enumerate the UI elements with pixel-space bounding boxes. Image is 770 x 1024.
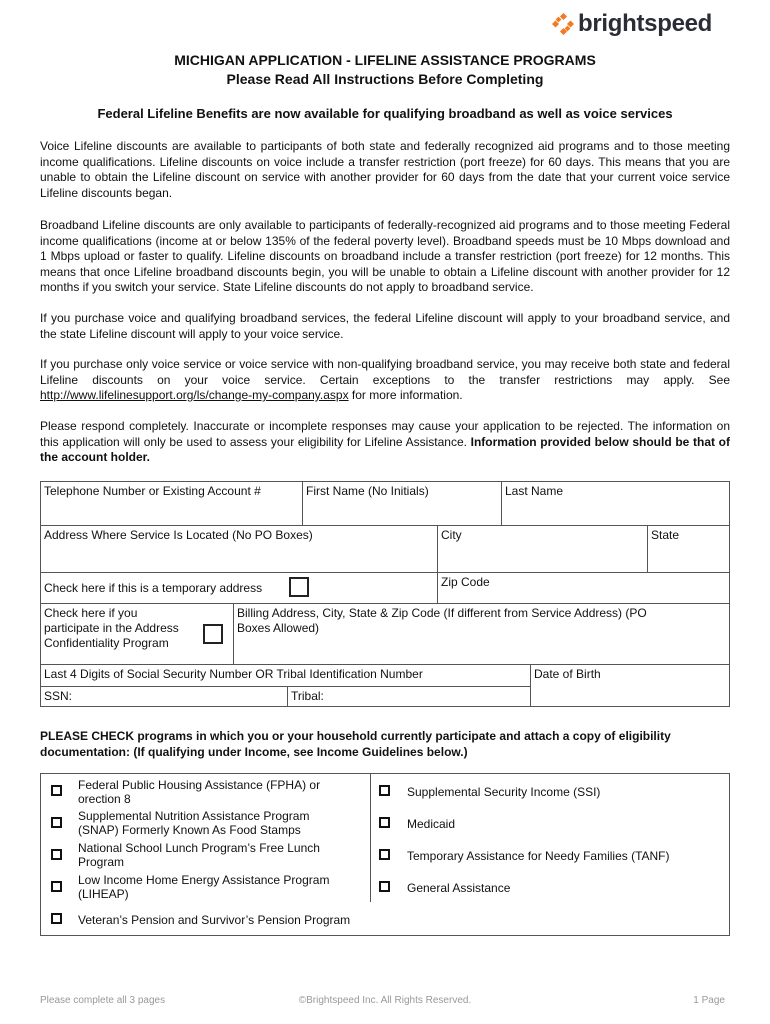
paragraph-voice-only-text: If you purchase only voice service or voice service with non-qualifying broadband service, you may receive both state and federal Lifeline discounts on your voice service. Certain exceptions to the transfer restrictions may apply. See <box>40 357 730 387</box>
paragraph-voice-only <box>40 357 730 404</box>
program-fpha: Federal Public Housing Assistance (FPHA) or orection 8 <box>78 778 321 806</box>
programs-checklist <box>40 773 730 936</box>
state-label: State <box>651 528 680 542</box>
last4-ssn-label: Last 4 Digits of Social Security Number OR Tribal Identification Number <box>44 667 423 681</box>
address-confidentiality-label: Check here if you participate in the Address Confidentiality Program <box>44 606 179 650</box>
checkbox-medicaid[interactable] <box>379 817 390 828</box>
first-name-field[interactable] <box>302 481 502 526</box>
program-general-assistance: General Assistance <box>407 881 511 895</box>
last-name-field[interactable] <box>501 481 730 526</box>
checkbox-liheap[interactable] <box>51 881 62 892</box>
brightspeed-logo <box>552 10 712 38</box>
checkbox-general-assistance[interactable] <box>379 881 390 892</box>
telephone-field[interactable] <box>40 481 303 526</box>
program-liheap: Low Income Home Energy Assistance Program (LIHEAP) <box>78 873 330 901</box>
programs-divider <box>370 774 371 902</box>
state-field[interactable] <box>647 525 730 573</box>
footer-copyright: ©Brightspeed Inc. All Rights Reserved. <box>298 995 472 1006</box>
tribal-label: Tribal: <box>291 689 324 703</box>
date-of-birth-field[interactable] <box>530 664 730 707</box>
checkbox-school-lunch[interactable] <box>51 849 62 860</box>
last-name-label: Last Name <box>505 484 564 498</box>
checkbox-ssi[interactable] <box>379 785 390 796</box>
programs-instructions-part3: (If qualifying under Income, see Income Guidelines below.) <box>130 745 468 759</box>
brightspeed-logo-icon <box>552 13 574 35</box>
checkbox-snap[interactable] <box>51 817 62 828</box>
lifelinesupport-link[interactable]: http://www.lifelinesupport.org/ls/change-my-company.aspx <box>40 388 349 402</box>
paragraph-voice-and-broadband: If you purchase voice and qualifying broadband services, the federal Lifeline discount will apply to your broadband service, and the state Lifeline discount will apply to your voice service. <box>40 311 730 341</box>
program-snap: Supplemental Nutrition Assistance Program (SNAP) Formerly Known As Food Stamps <box>78 809 310 837</box>
footer-page-number: 1 Page <box>693 995 725 1006</box>
programs-instructions-part2: attach a copy of eligibility documentation: <box>40 729 671 759</box>
program-tanf: Temporary Assistance for Needy Families (TANF) <box>407 849 670 863</box>
temporary-address-label: Check here if this is a temporary address <box>44 581 263 595</box>
paragraph-voice-only-tail: for more information. <box>348 388 463 402</box>
billing-address-field[interactable] <box>233 603 730 665</box>
first-name-label: First Name (No Initials) <box>306 484 429 498</box>
checkbox-veterans-pension[interactable] <box>51 913 62 924</box>
telephone-label: Telephone Number or Existing Account # <box>44 484 261 498</box>
zip-code-label: Zip Code <box>441 575 490 589</box>
page-title: MICHIGAN APPLICATION - LIFELINE ASSISTANCE PROGRAMS <box>174 52 596 68</box>
zip-code-field[interactable] <box>437 572 730 604</box>
program-ssi: Supplemental Security Income (SSI) <box>407 785 601 799</box>
section-subtitle: Federal Lifeline Benefits are now available for qualifying broadband as well as voice services <box>97 106 673 121</box>
service-address-field[interactable] <box>40 525 438 573</box>
temporary-address-row <box>40 572 438 604</box>
checkbox-tanf[interactable] <box>379 849 390 860</box>
temporary-address-checkbox[interactable] <box>289 577 309 597</box>
date-of-birth-label: Date of Birth <box>534 667 601 681</box>
ssn-label: SSN: <box>44 689 73 703</box>
respond-text: Please respond completely. Inaccurate or incomplete responses may cause your application to be rejected. The information on this application will only be used to assess your eligibility for Lifeline Assistance. <box>40 419 730 449</box>
paragraph-voice-lifeline: Voice Lifeline discounts are available to participants of both state and federally recognized aid programs and to those meeting income qualifications. Lifeline discounts on voice include a transfer restriction (port freeze) for 60 days. This means that you are unable to obtain the Lifeline discount on service with another provider for 60 days from the date that your current voice service Lifeline discounts began. <box>40 139 730 200</box>
programs-instructions-part1: PLEASE CHECK programs in which you or your household currently participate and <box>40 729 525 743</box>
account-holder-note: Information provided below should be that of the account holder. <box>40 434 731 464</box>
programs-instructions <box>40 728 730 760</box>
address-confidentiality-checkbox[interactable] <box>203 624 223 644</box>
last4-ssn-tribal-header <box>40 664 531 687</box>
program-medicaid: Medicaid <box>407 817 456 831</box>
tribal-id-field[interactable] <box>287 686 531 707</box>
ssn-field[interactable] <box>40 686 288 707</box>
page-title-instructions: Please Read All Instructions Before Completing <box>226 71 544 87</box>
program-school-lunch: National School Lunch Program’s Free Lunch Program <box>78 841 320 869</box>
brand-name: brightspeed <box>578 10 713 37</box>
paragraph-broadband-lifeline: Broadband Lifeline discounts are only available to participants of federally-recognized aid programs and to those meeting Federal income qualifications (income at or below 135% of the federal poverty level). Broadband speeds must be 10 Mbps download and 1 Mbps upload or faster to qualify. Lifeline discounts on broadband include a transfer restriction (port freeze) for 12 months. This means that once Lifeline broadband discounts begin, you will be unable to obtain a Lifeline discount with another provider for 12 months if you switch your service. State Lifeline discounts do not apply to broadband service. <box>40 218 730 294</box>
checkbox-fpha[interactable] <box>51 785 62 796</box>
program-veterans-pension: Veteran’s Pension and Survivor’s Pension Program <box>78 913 351 927</box>
city-label: City <box>441 528 462 542</box>
city-field[interactable] <box>437 525 648 573</box>
footer-pages-note: Please complete all 3 pages <box>40 995 166 1006</box>
service-address-label: Address Where Service Is Located (No PO Boxes) <box>44 528 313 542</box>
paragraph-respond-completely <box>40 419 730 466</box>
billing-address-label: Billing Address, City, State & Zip Code (If different from Service Address) (PO Boxes Allowed) <box>237 606 647 635</box>
